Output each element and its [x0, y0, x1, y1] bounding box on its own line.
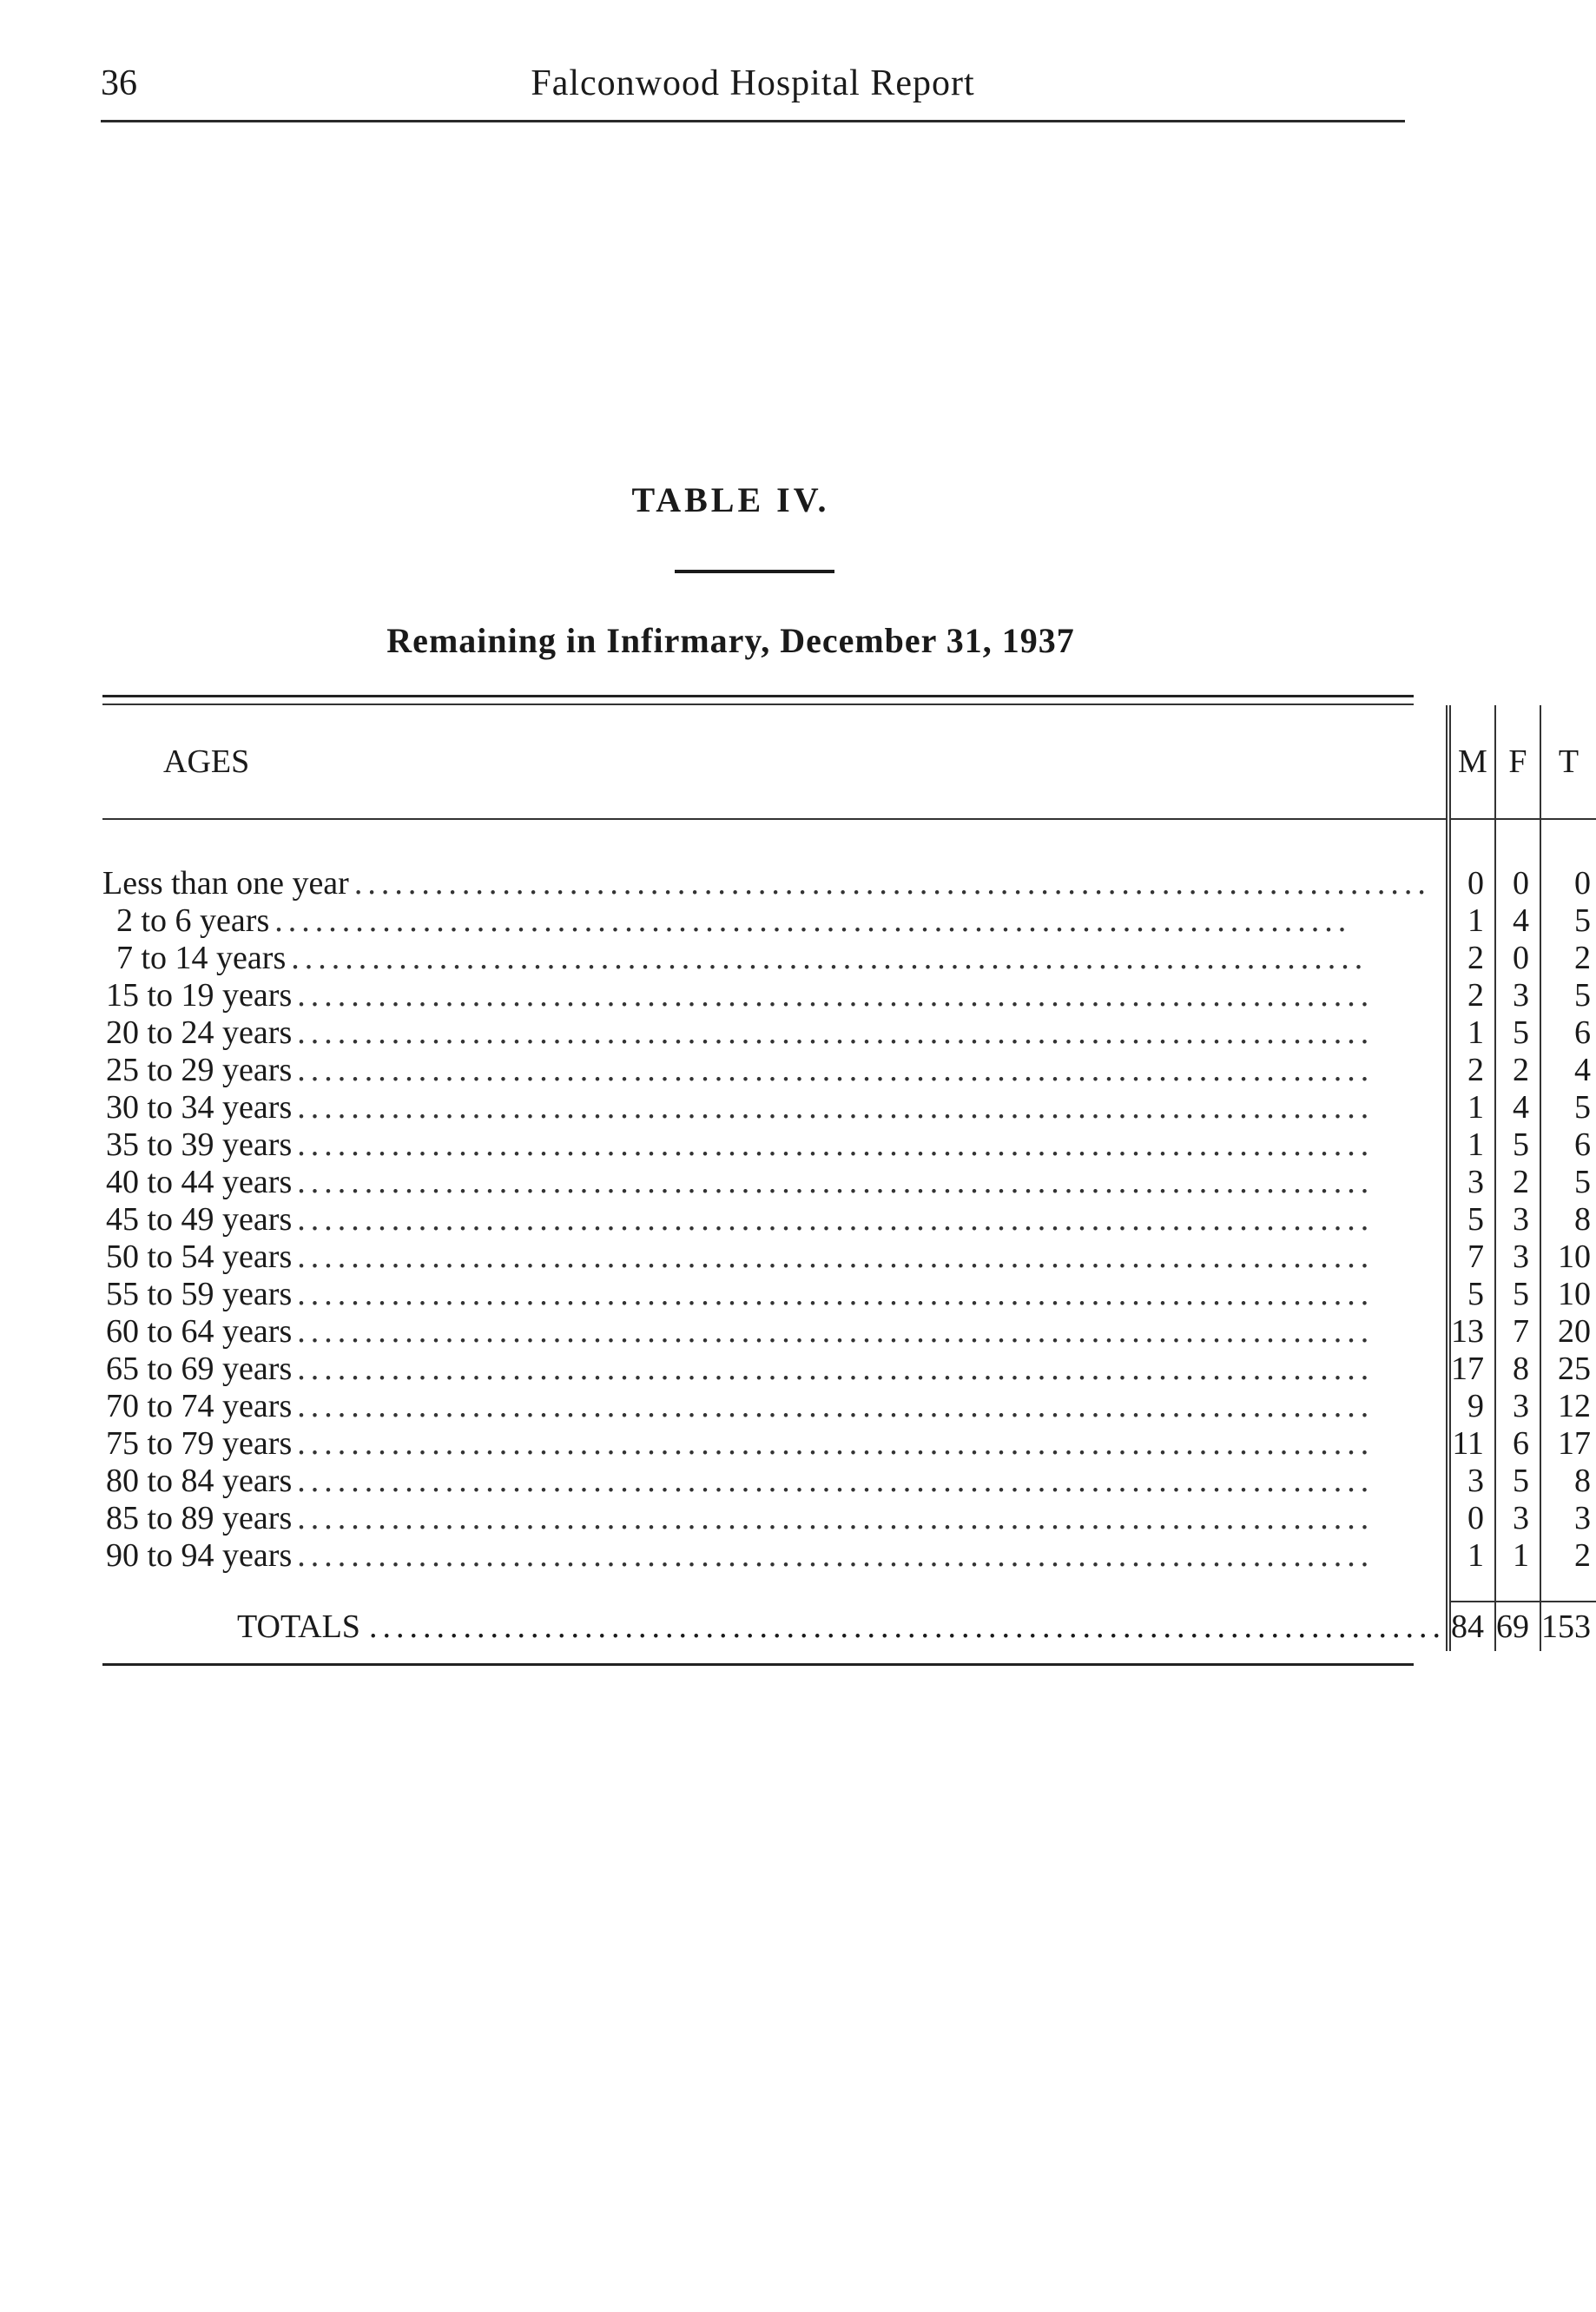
table-bottom-rule — [102, 1663, 1414, 1666]
row-age-label — [102, 1239, 1448, 1276]
total-count: 17 — [1540, 1425, 1596, 1463]
male-count: 2 — [1448, 1052, 1495, 1089]
male-count: 3 — [1448, 1463, 1495, 1500]
total-count: 5 — [1540, 1089, 1596, 1126]
age-range-text: 15 to 19 years — [106, 977, 293, 1014]
age-range-text: 55 to 59 years — [106, 1276, 293, 1312]
male-count: 11 — [1448, 1425, 1495, 1463]
age-range-text: 45 to 49 years — [106, 1201, 293, 1238]
male-count: 2 — [1448, 940, 1495, 977]
male-count: 7 — [1448, 1239, 1495, 1276]
table-row — [102, 1276, 1596, 1313]
male-count: 5 — [1448, 1276, 1495, 1313]
table-row — [102, 940, 1596, 977]
age-range-text: 80 to 84 years — [106, 1463, 293, 1499]
total-count: 5 — [1540, 977, 1596, 1014]
row-age-label — [102, 1126, 1448, 1164]
female-count: 8 — [1495, 1351, 1540, 1388]
male-count: 0 — [1448, 865, 1495, 902]
male-count: 1 — [1448, 1537, 1495, 1575]
total-count: 3 — [1540, 1500, 1596, 1537]
leader-dots: ................................................................................ — [297, 1276, 1375, 1312]
male-count: 13 — [1448, 1313, 1495, 1351]
leader-dots: ................................................................................ — [297, 1351, 1375, 1387]
table-row — [102, 1164, 1596, 1201]
leader-dots: ................................................................................ — [297, 1537, 1375, 1574]
total-male: 84 — [1448, 1602, 1495, 1651]
male-count: 1 — [1448, 1014, 1495, 1052]
row-age-label — [102, 1052, 1448, 1089]
column-header-f: F — [1495, 705, 1540, 819]
male-count: 1 — [1448, 902, 1495, 940]
female-count: 3 — [1495, 1201, 1540, 1239]
age-range-text: 60 to 64 years — [106, 1313, 293, 1350]
female-count: 3 — [1495, 1500, 1540, 1537]
leader-dots: ................................................................................ — [353, 865, 1431, 902]
grand-total: 153 — [1540, 1602, 1596, 1651]
row-age-label — [102, 902, 1448, 940]
total-count: 10 — [1540, 1276, 1596, 1313]
table-row — [102, 1126, 1596, 1164]
table-row — [102, 1537, 1596, 1575]
row-age-label — [102, 1089, 1448, 1126]
table-row — [102, 1089, 1596, 1126]
table-body — [102, 819, 1596, 1651]
age-range-text: 2 to 6 years — [116, 902, 270, 939]
female-count: 0 — [1495, 940, 1540, 977]
row-age-label — [102, 1276, 1448, 1313]
table-row — [102, 902, 1596, 940]
total-count: 25 — [1540, 1351, 1596, 1388]
female-count: 3 — [1495, 977, 1540, 1014]
totals-label: TOTALS — [237, 1608, 360, 1645]
male-count: 17 — [1448, 1351, 1495, 1388]
table-row — [102, 1052, 1596, 1089]
female-count: 2 — [1495, 1052, 1540, 1089]
leader-dots: ................................................................................ — [297, 1201, 1375, 1238]
total-count: 8 — [1540, 1463, 1596, 1500]
total-count: 0 — [1540, 865, 1596, 902]
leader-dots: ................................................................................ — [297, 1313, 1375, 1350]
leader-dots: ................................................................................ — [297, 1052, 1375, 1088]
row-age-label — [102, 940, 1448, 977]
male-count: 0 — [1448, 1500, 1495, 1537]
total-count: 6 — [1540, 1014, 1596, 1052]
male-count: 9 — [1448, 1388, 1495, 1425]
row-age-label — [102, 1463, 1448, 1500]
age-range-text: 35 to 39 years — [106, 1126, 293, 1163]
page-header — [101, 63, 1405, 115]
table-row — [102, 1313, 1596, 1351]
female-count: 4 — [1495, 902, 1540, 940]
header-rule — [101, 120, 1405, 122]
age-range-text: 25 to 29 years — [106, 1052, 293, 1088]
female-count: 5 — [1495, 1276, 1540, 1313]
leader-dots: ................................................................................ — [297, 1164, 1375, 1200]
age-range-text: 20 to 24 years — [106, 1014, 293, 1051]
table-row — [102, 1014, 1596, 1052]
female-count: 5 — [1495, 1014, 1540, 1052]
leader-dots: ................................................................................ — [297, 1463, 1375, 1499]
male-count: 1 — [1448, 1126, 1495, 1164]
table-row — [102, 1463, 1596, 1500]
row-age-label — [102, 977, 1448, 1014]
data-table-wrapper — [102, 695, 1591, 1666]
row-age-label — [102, 1500, 1448, 1537]
row-age-label — [102, 865, 1448, 902]
table-title: TABLE IV. — [631, 480, 830, 519]
table-row — [102, 1388, 1596, 1425]
column-header-ages: AGES — [102, 705, 1448, 819]
age-range-text: Less than one year — [102, 865, 349, 902]
row-age-label — [102, 1537, 1448, 1575]
age-range-text: 65 to 69 years — [106, 1351, 293, 1387]
leader-dots: ................................................................................ — [297, 1239, 1375, 1275]
female-count: 4 — [1495, 1089, 1540, 1126]
total-count: 2 — [1540, 1537, 1596, 1575]
table-subtitle: Remaining in Infirmary, December 31, 1937 — [386, 621, 1075, 660]
total-count: 2 — [1540, 940, 1596, 977]
table-row — [102, 1351, 1596, 1388]
male-count: 2 — [1448, 977, 1495, 1014]
age-range-text: 40 to 44 years — [106, 1164, 293, 1200]
total-female: 69 — [1495, 1602, 1540, 1651]
male-count: 5 — [1448, 1201, 1495, 1239]
female-count: 1 — [1495, 1537, 1540, 1575]
leader-dots: ................................................................................ — [274, 902, 1352, 939]
age-range-text: 50 to 54 years — [106, 1239, 293, 1275]
column-header-m: M — [1448, 705, 1495, 819]
age-range-text: 90 to 94 years — [106, 1537, 293, 1574]
total-count: 4 — [1540, 1052, 1596, 1089]
leader-dots: ................................................................................ — [297, 1500, 1375, 1536]
totals-label-cell — [102, 1602, 1448, 1651]
total-count: 12 — [1540, 1388, 1596, 1425]
age-table — [102, 705, 1596, 1651]
age-range-text: 70 to 74 years — [106, 1388, 293, 1424]
leader-dots: ................................................................................ — [368, 1608, 1446, 1645]
column-header-t: T — [1540, 705, 1596, 819]
male-count: 1 — [1448, 1089, 1495, 1126]
total-count: 20 — [1540, 1313, 1596, 1351]
leader-dots: ................................................................................ — [297, 977, 1375, 1014]
leader-dots: ................................................................................ — [297, 1388, 1375, 1424]
female-count: 3 — [1495, 1239, 1540, 1276]
age-range-text: 85 to 89 years — [106, 1500, 293, 1536]
female-count: 7 — [1495, 1313, 1540, 1351]
female-count: 5 — [1495, 1126, 1540, 1164]
spacer-row — [102, 819, 1596, 865]
age-range-text: 7 to 14 years — [116, 940, 287, 976]
female-count: 6 — [1495, 1425, 1540, 1463]
table-top-rule — [102, 695, 1414, 697]
title-rule — [675, 570, 834, 573]
leader-dots: ................................................................................ — [297, 1014, 1375, 1051]
row-age-label — [102, 1425, 1448, 1463]
age-range-text: 30 to 34 years — [106, 1089, 293, 1126]
leader-dots: ................................................................................ — [297, 1126, 1375, 1163]
table-row — [102, 1425, 1596, 1463]
table-row — [102, 977, 1596, 1014]
age-range-text: 75 to 79 years — [106, 1425, 293, 1462]
row-age-label — [102, 1201, 1448, 1239]
female-count: 2 — [1495, 1164, 1540, 1201]
leader-dots: ................................................................................ — [297, 1425, 1375, 1462]
table-row — [102, 1239, 1596, 1276]
female-count: 0 — [1495, 865, 1540, 902]
male-count: 3 — [1448, 1164, 1495, 1201]
total-count: 10 — [1540, 1239, 1596, 1276]
leader-dots: ................................................................................ — [291, 940, 1368, 976]
row-age-label — [102, 1164, 1448, 1201]
row-age-label — [102, 1014, 1448, 1052]
total-count: 6 — [1540, 1126, 1596, 1164]
table-row — [102, 865, 1596, 902]
total-count: 8 — [1540, 1201, 1596, 1239]
leader-dots: ................................................................................ — [297, 1089, 1375, 1126]
row-age-label — [102, 1351, 1448, 1388]
female-count: 3 — [1495, 1388, 1540, 1425]
totals-separator — [102, 1575, 1596, 1602]
totals-row — [102, 1602, 1596, 1651]
female-count: 5 — [1495, 1463, 1540, 1500]
row-age-label — [102, 1313, 1448, 1351]
table-row — [102, 1500, 1596, 1537]
running-title: Falconwood Hospital Report — [531, 63, 975, 103]
total-count: 5 — [1540, 902, 1596, 940]
row-age-label — [102, 1388, 1448, 1425]
total-count: 5 — [1540, 1164, 1596, 1201]
page-number: 36 — [101, 63, 137, 103]
table-row — [102, 1201, 1596, 1239]
